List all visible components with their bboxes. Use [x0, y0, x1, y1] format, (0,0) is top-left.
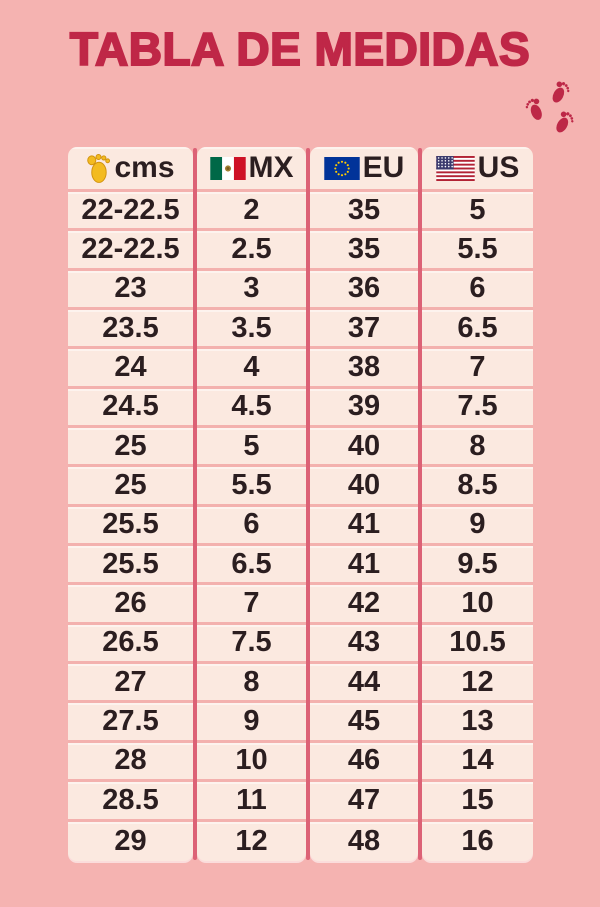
table-cell: 16	[422, 822, 533, 861]
table-cell: 3.5	[197, 310, 306, 349]
us-flag-icon	[436, 156, 475, 181]
footprints-decoration	[516, 78, 588, 140]
table-cell: 35	[310, 192, 418, 231]
table-cell: 25	[68, 428, 193, 467]
table-cell: 4.5	[197, 389, 306, 428]
header-cell-cms	[68, 147, 193, 192]
header-label: US	[477, 151, 520, 184]
table-cell: 2.5	[197, 231, 306, 270]
table-cell: 38	[310, 349, 418, 388]
column-divider	[418, 148, 422, 860]
table-cell: 41	[310, 507, 418, 546]
table-cell: 8.5	[422, 467, 533, 506]
table-cell: 40	[310, 428, 418, 467]
table-cell: 36	[310, 271, 418, 310]
table-cell: 22-22.5	[68, 231, 193, 270]
table-cell: 37	[310, 310, 418, 349]
table-cell: 9.5	[422, 546, 533, 585]
table-cell: 48	[310, 822, 418, 861]
size-table	[68, 147, 533, 861]
table-cell: 46	[310, 743, 418, 782]
table-cell: 10	[422, 585, 533, 624]
footprint-icon	[548, 79, 572, 106]
table-cell: 5	[422, 192, 533, 231]
table-cell: 25.5	[68, 546, 193, 585]
footprint-icon	[552, 109, 576, 136]
column-divider	[193, 148, 197, 860]
table-cell: 6	[197, 507, 306, 546]
table-cell: 15	[422, 782, 533, 821]
table-cell: 24.5	[68, 389, 193, 428]
header-label: EU	[362, 151, 405, 184]
table-cell: 41	[310, 546, 418, 585]
column-divider	[306, 148, 310, 860]
table-cell: 28	[68, 743, 193, 782]
table-cell: 8	[422, 428, 533, 467]
table-cell: 10.5	[422, 625, 533, 664]
table-cell: 9	[422, 507, 533, 546]
table-column-us	[422, 147, 533, 861]
table-cell: 29	[68, 822, 193, 861]
table-cell: 8	[197, 664, 306, 703]
table-cell: 24	[68, 349, 193, 388]
table-cell: 5	[197, 428, 306, 467]
table-cell: 27	[68, 664, 193, 703]
footprint-icon	[524, 97, 546, 123]
page-title: TABLA DE MEDIDAS	[69, 23, 531, 75]
table-cell: 43	[310, 625, 418, 664]
table-cell: 10	[197, 743, 306, 782]
table-cell: 35	[310, 231, 418, 270]
table-cell: 6	[422, 271, 533, 310]
table-cell: 26.5	[68, 625, 193, 664]
table-cell: 9	[197, 703, 306, 742]
table-cell: 5.5	[422, 231, 533, 270]
table-cell: 2	[197, 192, 306, 231]
table-cell: 42	[310, 585, 418, 624]
header-cell-eu	[310, 147, 418, 192]
table-cell: 11	[197, 782, 306, 821]
table-cell: 28.5	[68, 782, 193, 821]
table-cell: 47	[310, 782, 418, 821]
table-cell: 3	[197, 271, 306, 310]
header-cell-us	[422, 147, 533, 192]
table-cell: 4	[197, 349, 306, 388]
foot-icon	[86, 153, 111, 184]
table-column-eu	[310, 147, 418, 861]
table-cell: 6.5	[197, 546, 306, 585]
mexico-flag-icon	[210, 157, 246, 180]
table-cell: 39	[310, 389, 418, 428]
header-label: MX	[248, 151, 294, 184]
eu-flag-icon	[324, 157, 360, 180]
table-cell: 7	[197, 585, 306, 624]
table-cell: 25	[68, 467, 193, 506]
table-cell: 44	[310, 664, 418, 703]
table-cell: 14	[422, 743, 533, 782]
table-cell: 27.5	[68, 703, 193, 742]
table-cell: 7.5	[422, 389, 533, 428]
table-cell: 22-22.5	[68, 192, 193, 231]
header-label: cms	[114, 151, 175, 184]
table-cell: 7.5	[197, 625, 306, 664]
table-cell: 23.5	[68, 310, 193, 349]
header-cell-mx	[197, 147, 306, 192]
table-cell: 13	[422, 703, 533, 742]
table-cell: 7	[422, 349, 533, 388]
table-cell: 26	[68, 585, 193, 624]
table-column-cms	[68, 147, 193, 861]
table-cell: 25.5	[68, 507, 193, 546]
table-column-mx	[197, 147, 306, 861]
table-cell: 6.5	[422, 310, 533, 349]
table-cell: 40	[310, 467, 418, 506]
table-cell: 45	[310, 703, 418, 742]
table-cell: 12	[197, 822, 306, 861]
table-cell: 5.5	[197, 467, 306, 506]
table-cell: 23	[68, 271, 193, 310]
table-cell: 12	[422, 664, 533, 703]
